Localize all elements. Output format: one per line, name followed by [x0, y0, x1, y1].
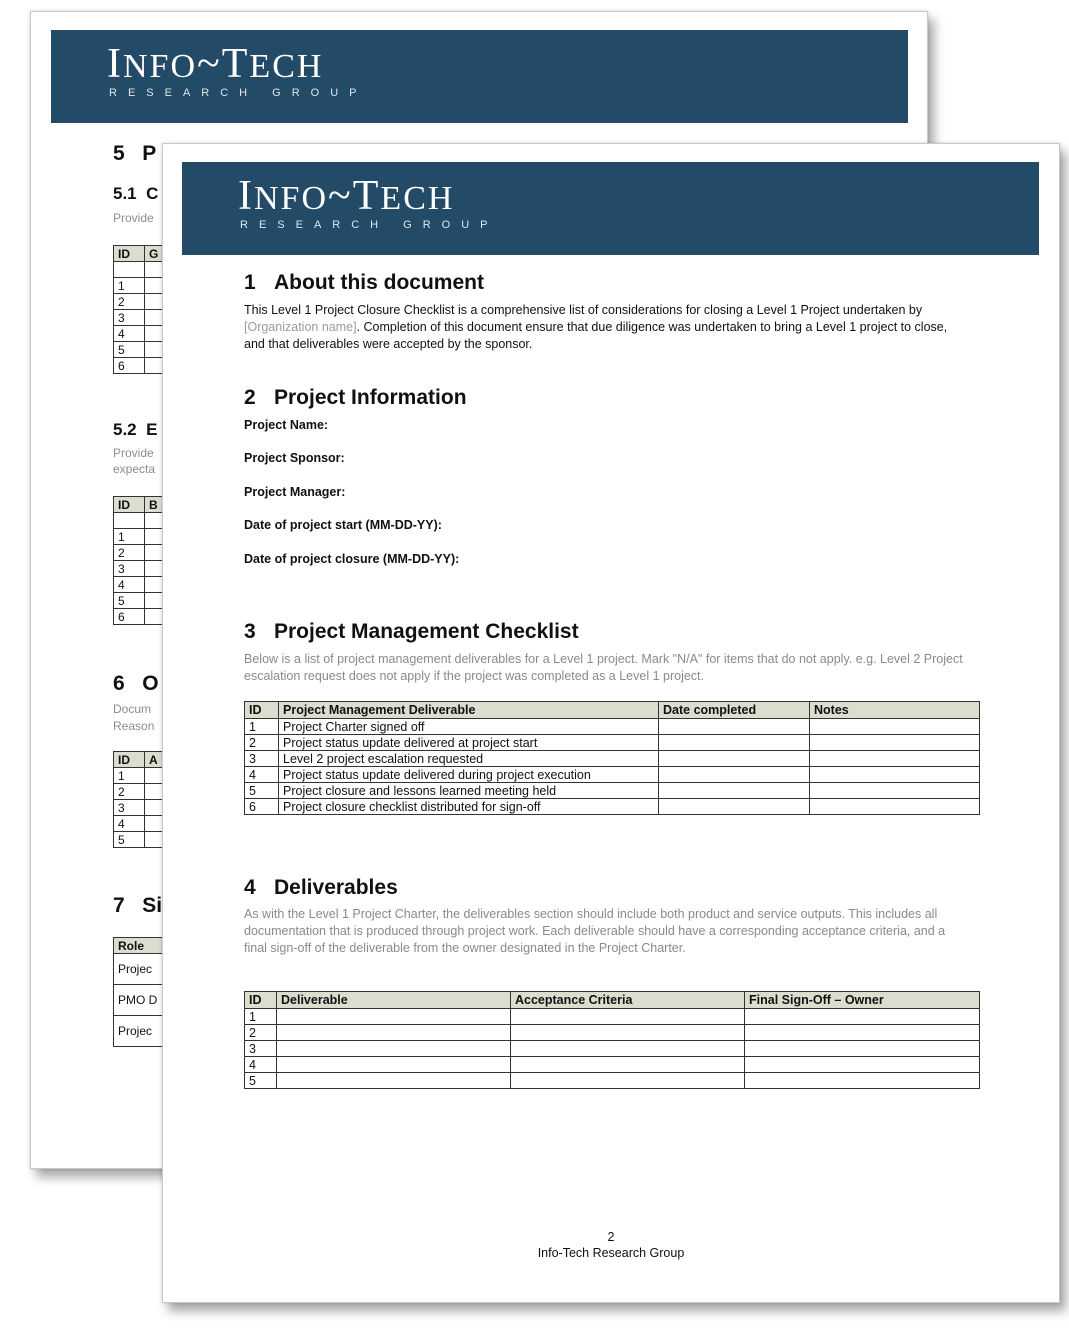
section-heading-deliverables: 4 Deliverables — [244, 876, 398, 899]
header-banner — [182, 162, 1039, 255]
table-header-row — [245, 702, 980, 719]
table-row: 5 Project closure and lessons learned meeting held — [245, 783, 980, 799]
section-description: expecta — [113, 462, 156, 476]
column-header: Project Management Deliverable — [279, 702, 659, 719]
checklist-table — [244, 701, 980, 815]
table-row: 4 Project status update delivered during project execution — [245, 767, 980, 783]
date-cell[interactable] — [659, 767, 810, 783]
deliverables-table — [244, 991, 980, 1089]
notes-cell[interactable] — [810, 719, 980, 735]
section-heading-project-info: 2 Project Information — [244, 386, 467, 409]
date-cell[interactable] — [659, 735, 810, 751]
notes-cell[interactable] — [810, 735, 980, 751]
notes-cell[interactable] — [810, 783, 980, 799]
deliverables-description: As with the Level 1 Project Charter, the deliverables section should include both product and service outputs. This includes all documentation that is produced through project work. Each deliverable should have a corresponding acceptance criteria, and a final sign-off of the deliverable from the owner designated in the Project Charter. — [244, 907, 946, 955]
company-logo: INFO~TECH — [238, 173, 455, 219]
back-table-1: ID G 1 2 3 4 5 6 — [113, 245, 194, 374]
section-heading: 7 Si — [113, 894, 163, 917]
field-project-name: Project Name: — [244, 418, 329, 432]
field-project-sponsor: Project Sponsor: — [244, 451, 345, 465]
field-date-closure: Date of project closure (MM-DD-YY): — [244, 552, 460, 566]
column-header: ID — [245, 702, 279, 719]
notes-cell[interactable] — [810, 751, 980, 767]
front-page — [162, 143, 1060, 1303]
back-table-2: ID B 1 2 3 4 5 6 — [113, 496, 194, 625]
date-cell[interactable] — [659, 799, 810, 815]
column-header: Date completed — [659, 702, 810, 719]
column-header: Notes — [810, 702, 980, 719]
table-header-row — [245, 992, 980, 1009]
subsection-heading: 5.1 C — [113, 184, 159, 203]
back-table-4: Role Projec PMO D Projec — [113, 937, 178, 1047]
logo-subtitle: RESEARCH GROUP — [240, 219, 499, 231]
column-header: Acceptance Criteria — [511, 992, 745, 1009]
column-header: Deliverable — [277, 992, 511, 1009]
page-footer — [163, 1229, 1059, 1261]
field-project-manager: Project Manager: — [244, 485, 346, 499]
notes-cell[interactable] — [810, 799, 980, 815]
back-table-3: ID A 1 2 3 4 5 — [113, 751, 194, 848]
organization-placeholder: [Organization name] — [244, 320, 357, 334]
date-cell[interactable] — [659, 751, 810, 767]
footer-company: Info-Tech Research Group — [537, 1246, 685, 1260]
company-logo: INFO~TECH — [107, 41, 324, 87]
section-description: Docum — [113, 702, 152, 716]
table-row: 5 — [245, 1073, 980, 1089]
table-row: 1 Project Charter signed off — [245, 719, 980, 735]
column-header: ID — [245, 992, 277, 1009]
section-description: Provide — [113, 211, 154, 225]
page-number: 2 — [607, 1230, 615, 1244]
section-description: Reason — [113, 719, 155, 733]
section-heading: 5 P — [113, 142, 157, 165]
section-heading: 6 O — [113, 672, 159, 695]
section-heading-about: 1 About this document — [244, 271, 484, 294]
header-banner — [51, 30, 908, 123]
checklist-description: Below is a list of project management deliverables for a Level 1 project. Mark "N/A" for items that do not apply. e.g. Level 2 Project escalation request does not apply if the project was completed as a Level 1 project. — [244, 652, 963, 683]
table-row: 6 Project closure checklist distributed for sign-off — [245, 799, 980, 815]
about-paragraph: This Level 1 Project Closure Checklist is a comprehensive list of considerations for closing a Level 1 Project undertaken by [Organization name]. Completion of this document ensure that due diligence was undertaken to bring a Level 1 project to close, and that deliverables were accepted by the sponsor. — [244, 303, 948, 351]
table-row: 4 — [245, 1057, 980, 1073]
subsection-heading: 5.2 E — [113, 420, 158, 439]
table-row: 1 — [245, 1009, 980, 1025]
date-cell[interactable] — [659, 783, 810, 799]
logo-subtitle: RESEARCH GROUP — [109, 87, 368, 99]
field-date-start: Date of project start (MM-DD-YY): — [244, 518, 442, 532]
table-row: 3 — [245, 1041, 980, 1057]
notes-cell[interactable] — [810, 767, 980, 783]
column-header: Final Sign-Off – Owner — [745, 992, 980, 1009]
date-cell[interactable] — [659, 719, 810, 735]
table-row: 3 Level 2 project escalation requested — [245, 751, 980, 767]
section-heading-checklist: 3 Project Management Checklist — [244, 620, 579, 643]
table-row: 2 Project status update delivered at project start — [245, 735, 980, 751]
section-description: Provide — [113, 446, 154, 460]
table-row: 2 — [245, 1025, 980, 1041]
